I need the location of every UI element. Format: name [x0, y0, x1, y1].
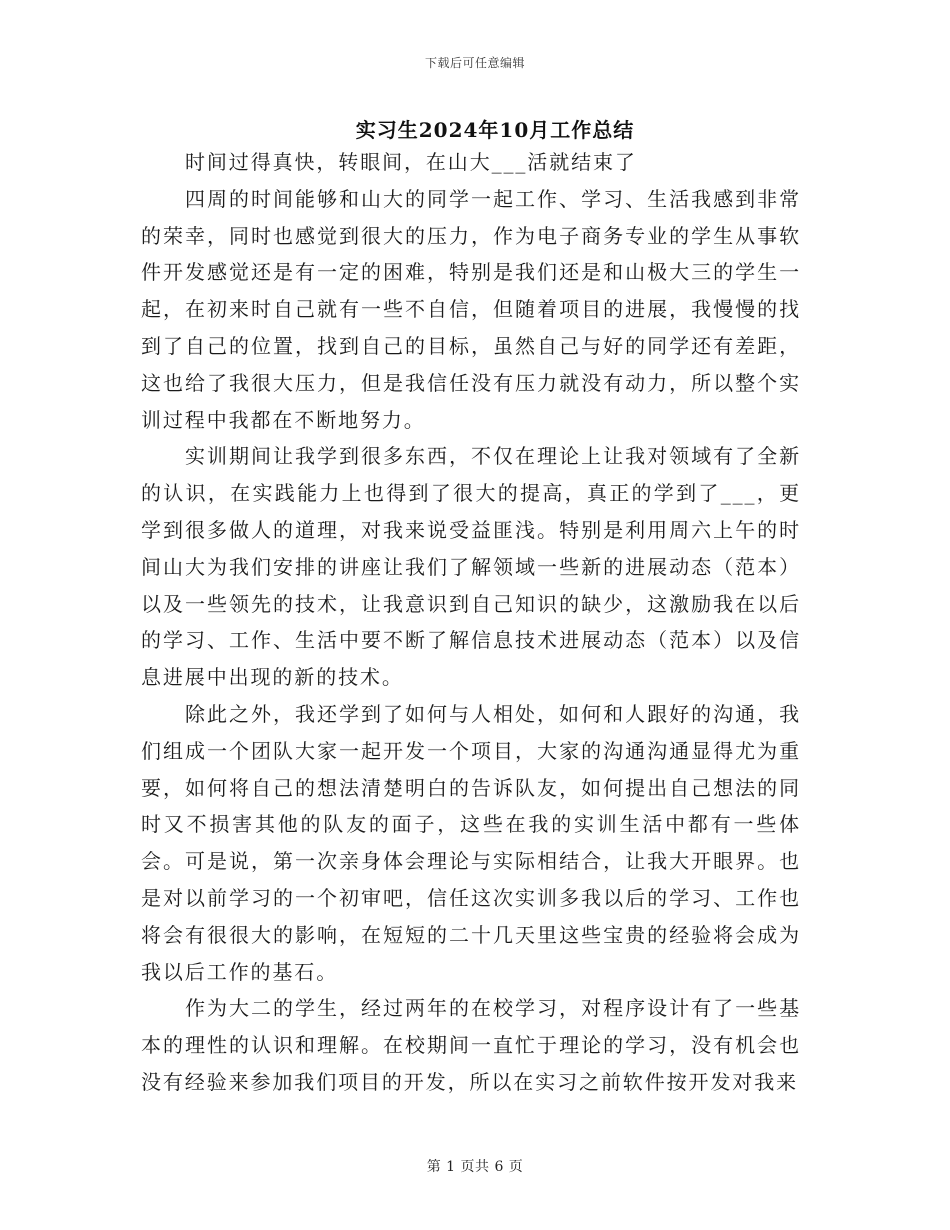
header-note: 下载后可任意编辑	[424, 56, 525, 70]
document-body	[141, 144, 801, 1101]
paragraph: 除此之外，我还学到了如何与人相处，如何和人跟好的沟通，我们组成一个团队大家一起开发一个项目，大家的沟通沟通显得尤为重要，如何将自己的想法清楚明白的告诉队友，如何提出自己想法的同时又不损害其他的队友的面子，这些在我的实训生活中都有一些体会。可是说，第一次亲身体会理论与实际相结合，让我大开眼界。也是对以前学习的一个初审吧，信任这次实训多我以后的学习、工作也将会有很很大的影响，在短短的二十几天里这些宝贵的经验将会成为我以后工作的基石。	[141, 701, 801, 984]
document-title: 实习生2024年10月工作总结	[355, 118, 635, 142]
paragraph: 作为大二的学生，经过两年的在校学习，对程序设计有了一些基本的理性的认识和理解。在校期间一直忙于理论的学习，没有机会也没有经验来参加我们项目的开发，所以在实习之前软件按开发对我来	[141, 996, 801, 1094]
page-number-footer: 第 1 页共 6 页	[426, 1159, 524, 1175]
paragraph: 实训期间让我学到很多东西，不仅在理论上让我对领域有了全新的认识，在实践能力上也得到了很大的提高，真正的学到了___，更学到很多做人的道理，对我来说受益匪浅。特别是利用周六上午的时间山大为我们安排的讲座让我们了解领域一些新的进展动态（范本）以及一些领先的技术，让我意识到自己知识的缺少，这激励我在以后的学习、工作、生活中要不断了解信息技术进展动态（范本）以及信息进展中出现的新的技术。	[141, 444, 801, 690]
paragraph: 时间过得真快，转眼间，在山大___活就结束了	[185, 150, 637, 174]
paragraph: 四周的时间能够和山大的同学一起工作、学习、生活我感到非常的荣幸，同时也感觉到很大的压力，作为电子商务专业的学生从事软件开发感觉还是有一定的困难，特别是我们还是和山极大三的学生一起，在初来时自己就有一些不自信，但随着项目的进展，我慢慢的找到了自己的位置，找到自己的目标，虽然自己与好的同学还有差距，这也给了我很大压力，但是我信任没有压力就没有动力，所以整个实训过程中我都在不断地努力。	[141, 186, 801, 432]
